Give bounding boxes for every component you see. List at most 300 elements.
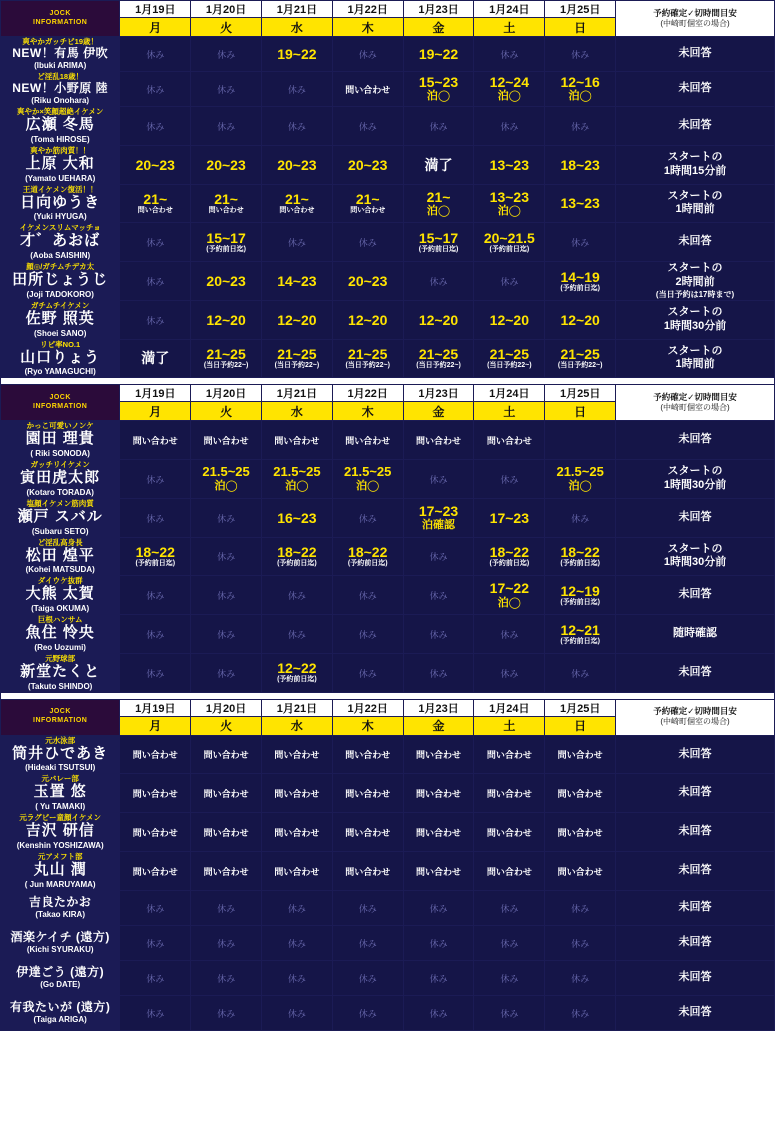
cast-name-cell-2[interactable]	[1, 72, 120, 107]
schedule-cell-r15-c6[interactable]	[474, 615, 545, 654]
schedule-cell-r23-c4[interactable]	[332, 960, 403, 995]
schedule-cell-r11-c4[interactable]	[332, 460, 403, 499]
time-range: 19~22	[277, 45, 317, 62]
schedule-cell-r6-c5[interactable]	[403, 223, 474, 262]
rest-label: 休み	[358, 629, 377, 640]
cast-name-cell-14[interactable]	[1, 576, 120, 615]
rest-label: 休み	[571, 903, 590, 914]
rest-label: 休み	[146, 121, 165, 132]
schedule-cell-r8-c3[interactable]	[262, 300, 333, 339]
schedule-cell-r5-c2[interactable]	[191, 184, 262, 223]
schedule-cell-r24-c2[interactable]	[191, 995, 262, 1030]
schedule-cell-r8-c5[interactable]	[403, 300, 474, 339]
schedule-cell-r1-c2[interactable]	[191, 37, 262, 72]
schedule-cell-r17-c4[interactable]	[332, 735, 403, 774]
brand-line2: INFORMATION	[33, 402, 88, 410]
inquiry-label: 問い合わせ	[274, 436, 320, 447]
cast-name-cell-12[interactable]	[1, 498, 120, 537]
schedule-cell-r19-c1[interactable]	[120, 813, 191, 852]
schedule-cell-r3-c1[interactable]	[120, 107, 191, 146]
note-line-2: 1時間30分前	[663, 319, 727, 332]
cast-name-cell-6[interactable]	[1, 223, 120, 262]
table-row	[1, 890, 775, 925]
header-note-sub: (中崎町個室の場合)	[660, 717, 730, 727]
schedule-cell-r10-c5[interactable]	[403, 421, 474, 460]
schedule-cell-r5-c1[interactable]	[120, 184, 191, 223]
schedule-cell-r24-c4[interactable]	[332, 995, 403, 1030]
schedule-cell-r20-c2[interactable]	[191, 851, 262, 890]
schedule-cell-r7-c2[interactable]	[191, 262, 262, 301]
cast-name-ja: 伊達ごう (遠方)	[16, 965, 105, 979]
note-line-1: 未回答	[678, 235, 712, 248]
schedule-cell-r8-c1[interactable]	[120, 300, 191, 339]
schedule-cell-r13-c5[interactable]	[403, 537, 474, 576]
schedule-cell-r4-c7[interactable]	[545, 145, 616, 184]
schedule-cell-r20-c3[interactable]	[262, 851, 333, 890]
schedule-cell-r5-c6[interactable]	[474, 184, 545, 223]
schedule-cell-r21-c6[interactable]	[474, 890, 545, 925]
schedule-cell-r1-c1[interactable]	[120, 37, 191, 72]
schedule-cell-r12-c3[interactable]	[262, 498, 333, 537]
schedule-cell-r12-c5[interactable]	[403, 498, 474, 537]
time-range: 20~23	[277, 156, 317, 173]
schedule-cell-r9-c6[interactable]	[474, 339, 545, 378]
schedule-cell-r11-c6[interactable]	[474, 460, 545, 499]
schedule-cell-r5-c7[interactable]	[545, 184, 616, 223]
schedule-cell-r5-c3[interactable]	[262, 184, 333, 223]
schedule-cell-r23-c1[interactable]	[120, 960, 191, 995]
cast-catchphrase: かっこ可愛いノンケ	[26, 421, 94, 431]
schedule-cell-r4-c2[interactable]	[191, 145, 262, 184]
schedule-cell-r10-c1[interactable]	[120, 421, 191, 460]
schedule-cell-r14-c4[interactable]	[332, 576, 403, 615]
header-dow-5: 金	[403, 402, 474, 421]
time-note: (当日予約22~)	[203, 362, 249, 370]
cast-name-cell-8[interactable]	[1, 300, 120, 339]
schedule-cell-r24-c1[interactable]	[120, 995, 191, 1030]
schedule-cell-r11-c1[interactable]	[120, 460, 191, 499]
note-line-1: スタートの	[667, 150, 723, 163]
schedule-cell-r15-c4[interactable]	[332, 615, 403, 654]
schedule-cell-r21-c7[interactable]	[545, 890, 616, 925]
schedule-cell-r18-c3[interactable]	[262, 774, 333, 813]
rest-label: 休み	[358, 973, 377, 984]
schedule-cell-r19-c7[interactable]	[545, 813, 616, 852]
schedule-cell-r1-c4[interactable]	[332, 37, 403, 72]
schedule-cell-r19-c6[interactable]	[474, 813, 545, 852]
schedule-cell-r2-c6[interactable]	[474, 72, 545, 107]
schedule-cell-r20-c4[interactable]	[332, 851, 403, 890]
time-note: (予約前日迄)	[277, 676, 317, 684]
schedule-cell-r2-c2[interactable]	[191, 72, 262, 107]
schedule-cell-r9-c4[interactable]	[332, 339, 403, 378]
cast-name-ja: 大熊 太賀	[25, 585, 95, 603]
cast-name-cell-10[interactable]	[1, 421, 120, 460]
time-note: (予約前日迄)	[489, 245, 530, 253]
header-date-5: 1月23日	[403, 699, 474, 716]
time-range: 13~23	[489, 188, 529, 205]
header-dow-1: 月	[120, 402, 191, 421]
schedule-cell-r16-c1[interactable]	[120, 653, 191, 692]
schedule-cell-r3-c4[interactable]	[332, 107, 403, 146]
availability-note-17	[616, 735, 775, 774]
schedule-cell-r11-c7[interactable]	[545, 460, 616, 499]
schedule-cell-r9-c5[interactable]	[403, 339, 474, 378]
time-range: 21~	[214, 191, 238, 208]
schedule-cell-r22-c1[interactable]	[120, 925, 191, 960]
schedule-cell-r8-c4[interactable]	[332, 300, 403, 339]
schedule-cell-r18-c2[interactable]	[191, 774, 262, 813]
schedule-cell-r4-c5[interactable]	[403, 145, 474, 184]
time-note: 泊◯	[426, 90, 451, 103]
schedule-cell-r20-c6[interactable]	[474, 851, 545, 890]
cast-catchphrase: 元ラグビー童顔イケメン	[19, 813, 102, 822]
rest-label: 休み	[358, 591, 377, 602]
schedule-cell-r15-c3[interactable]	[262, 615, 333, 654]
cast-name-cell-16[interactable]	[1, 653, 120, 692]
inquiry-label: 問い合わせ	[345, 827, 391, 838]
schedule-cell-r17-c6[interactable]	[474, 735, 545, 774]
table-row	[1, 851, 775, 890]
schedule-cell-r1-c6[interactable]	[474, 37, 545, 72]
schedule-cell-r5-c4[interactable]	[332, 184, 403, 223]
cast-name-cell-13[interactable]	[1, 537, 120, 576]
schedule-cell-r16-c3[interactable]	[262, 653, 333, 692]
note-line-1: スタートの	[667, 189, 723, 202]
schedule-cell-r7-c5[interactable]	[403, 262, 474, 301]
schedule-cell-r22-c2[interactable]	[191, 925, 262, 960]
schedule-cell-r17-c5[interactable]	[403, 735, 474, 774]
header-date-4: 1月22日	[332, 699, 403, 716]
rest-label: 休み	[500, 474, 519, 485]
note-line-1: 未回答	[678, 433, 712, 446]
schedule-cell-r18-c6[interactable]	[474, 774, 545, 813]
rest-label: 休み	[217, 552, 236, 563]
schedule-cell-r3-c3[interactable]	[262, 107, 333, 146]
schedule-cell-r23-c6[interactable]	[474, 960, 545, 995]
cast-name-en: (Reo Uozumi)	[34, 642, 86, 652]
schedule-cell-r21-c5[interactable]	[403, 890, 474, 925]
schedule-cell-r15-c1[interactable]	[120, 615, 191, 654]
schedule-cell-r6-c6[interactable]	[474, 223, 545, 262]
schedule-cell-r18-c4[interactable]	[332, 774, 403, 813]
schedule-cell-r20-c7[interactable]	[545, 851, 616, 890]
header-date-4: 1月22日	[332, 1, 403, 18]
cast-name-cell-5[interactable]	[1, 184, 120, 223]
cast-name-cell-18[interactable]	[1, 774, 120, 813]
schedule-cell-r3-c6[interactable]	[474, 107, 545, 146]
schedule-cell-r12-c6[interactable]	[474, 498, 545, 537]
cast-name-cell-21[interactable]	[1, 890, 120, 925]
cast-name-ja: 酒楽ケイチ (遠方)	[10, 930, 110, 944]
schedule-cell-r10-c4[interactable]	[332, 421, 403, 460]
cast-name-ja: 魚住 怜央	[25, 624, 95, 641]
cast-name-cell-1[interactable]	[1, 37, 120, 72]
rest-label: 休み	[287, 121, 306, 132]
rest-label: 休み	[500, 973, 519, 984]
schedule-cell-r9-c2[interactable]	[191, 339, 262, 378]
rest-label: 休み	[217, 629, 236, 640]
schedule-cell-r3-c7[interactable]	[545, 107, 616, 146]
availability-note-20	[616, 851, 775, 890]
cast-name-en: (Hideaki TSUTSUI)	[25, 763, 96, 773]
schedule-cell-r21-c4[interactable]	[332, 890, 403, 925]
schedule-cell-r8-c7[interactable]	[545, 300, 616, 339]
cast-name-cell-19[interactable]	[1, 813, 120, 852]
cast-name-ja: 寅田虎太郎	[20, 469, 101, 486]
inquiry-label: 問い合わせ	[203, 436, 249, 447]
schedule-cell-r2-c1[interactable]	[120, 72, 191, 107]
schedule-cell-r13-c2[interactable]	[191, 537, 262, 576]
schedule-cell-r24-c3[interactable]	[262, 995, 333, 1030]
schedule-cell-r22-c6[interactable]	[474, 925, 545, 960]
schedule-cell-r24-c6[interactable]	[474, 995, 545, 1030]
table-row	[1, 774, 775, 813]
header-date-6: 1月24日	[474, 699, 545, 716]
schedule-cell-r13-c4[interactable]	[332, 537, 403, 576]
inquiry-label: 問い合わせ	[416, 866, 462, 877]
schedule-cell-r22-c4[interactable]	[332, 925, 403, 960]
schedule-cell-r8-c6[interactable]	[474, 300, 545, 339]
schedule-cell-r11-c5[interactable]	[403, 460, 474, 499]
schedule-cell-r1-c3[interactable]	[262, 37, 333, 72]
schedule-cell-r18-c1[interactable]	[120, 774, 191, 813]
rest-label: 休み	[217, 85, 236, 95]
schedule-cell-r6-c2[interactable]	[191, 223, 262, 262]
schedule-cell-r9-c1[interactable]	[120, 339, 191, 378]
schedule-cell-r11-c2[interactable]	[191, 460, 262, 499]
cast-catchphrase: イケメンスリムマッチョ	[19, 223, 101, 233]
schedule-cell-r13-c6[interactable]	[474, 537, 545, 576]
schedule-cell-r4-c1[interactable]	[120, 145, 191, 184]
schedule-cell-r15-c2[interactable]	[191, 615, 262, 654]
inquiry-label: 問い合わせ	[557, 827, 603, 838]
cast-name-en: (Subaru SETO)	[31, 526, 89, 536]
header-date-5: 1月23日	[403, 1, 474, 18]
schedule-cell-r17-c7[interactable]	[545, 735, 616, 774]
schedule-cell-r14-c2[interactable]	[191, 576, 262, 615]
rest-label: 休み	[429, 276, 448, 287]
schedule-cell-r4-c4[interactable]	[332, 145, 403, 184]
header-dow-4: 木	[332, 18, 403, 37]
schedule-cell-r2-c7[interactable]	[545, 72, 616, 107]
schedule-cell-r10-c6[interactable]	[474, 421, 545, 460]
schedule-cell-r18-c7[interactable]	[545, 774, 616, 813]
cast-name-cell-4[interactable]	[1, 145, 120, 184]
rest-label: 休み	[571, 973, 590, 984]
schedule-cell-r19-c5[interactable]	[403, 813, 474, 852]
schedule-cell-r2-c5[interactable]	[403, 72, 474, 107]
schedule-cell-r21-c2[interactable]	[191, 890, 262, 925]
time-note: (予約前日迄)	[206, 245, 246, 253]
cast-name-cell-9[interactable]	[1, 339, 120, 378]
schedule-cell-r6-c3[interactable]	[262, 223, 333, 262]
schedule-cell-r14-c7[interactable]	[545, 576, 616, 615]
cast-name-en: ( Jun MARUYAMA)	[24, 879, 96, 889]
schedule-cell-r6-c7[interactable]	[545, 223, 616, 262]
rest-label: 休み	[146, 513, 165, 524]
rest-label: 休み	[146, 1008, 165, 1019]
schedule-cell-r16-c2[interactable]	[191, 653, 262, 692]
header-dow-2: 火	[191, 716, 262, 735]
cast-name-cell-22[interactable]	[1, 925, 120, 960]
availability-note-8	[616, 300, 775, 339]
schedule-cell-r23-c5[interactable]	[403, 960, 474, 995]
header-date-1: 1月19日	[120, 699, 191, 716]
schedule-cell-r16-c4[interactable]	[332, 653, 403, 692]
schedule-cell-r19-c3[interactable]	[262, 813, 333, 852]
schedule-cell-r7-c3[interactable]	[262, 262, 333, 301]
schedule-cell-r10-c2[interactable]	[191, 421, 262, 460]
schedule-cell-r22-c3[interactable]	[262, 925, 333, 960]
schedule-cell-r12-c4[interactable]	[332, 498, 403, 537]
schedule-cell-r20-c1[interactable]	[120, 851, 191, 890]
schedule-cell-r2-c4[interactable]	[332, 72, 403, 107]
schedule-cell-r7-c1[interactable]	[120, 262, 191, 301]
schedule-cell-r14-c5[interactable]	[403, 576, 474, 615]
schedule-cell-r14-c6[interactable]	[474, 576, 545, 615]
note-line-2: 2時間前	[675, 275, 715, 288]
cast-name-ja: 佐野 照英	[25, 309, 95, 327]
cast-name-ja: 有我たいが (遠方)	[10, 1000, 111, 1014]
cast-name-cell-17[interactable]	[1, 735, 120, 774]
header-note-title: 予約確定✓切時間目安 (中崎町個室の場合)	[616, 1, 775, 37]
time-range: 14~19	[560, 268, 600, 285]
schedule-cell-r23-c7[interactable]	[545, 960, 616, 995]
schedule-cell-r3-c2[interactable]	[191, 107, 262, 146]
cast-name-en: (Kohei MATSUDA)	[25, 565, 95, 575]
cast-name-cell-20[interactable]	[1, 851, 120, 890]
schedule-cell-r16-c5[interactable]	[403, 653, 474, 692]
time-range: 20~23	[206, 272, 246, 289]
rest-label: 休み	[146, 938, 165, 949]
schedule-cell-r14-c3[interactable]	[262, 576, 333, 615]
time-range: 12~20	[277, 311, 317, 328]
schedule-cell-r7-c6[interactable]	[474, 262, 545, 301]
rest-label: 休み	[358, 121, 377, 132]
schedule-cell-r10-c3[interactable]	[262, 421, 333, 460]
brand-logo	[1, 699, 120, 735]
time-range: 20~23	[348, 156, 388, 173]
schedule-cell-r4-c6[interactable]	[474, 145, 545, 184]
schedule-cell-r13-c1[interactable]	[120, 537, 191, 576]
schedule-cell-r18-c5[interactable]	[403, 774, 474, 813]
schedule-cell-r23-c2[interactable]	[191, 960, 262, 995]
header-dow-6: 土	[474, 402, 545, 421]
schedule-cell-r7-c4[interactable]	[332, 262, 403, 301]
schedule-cell-r16-c7[interactable]	[545, 653, 616, 692]
rest-label: 休み	[146, 668, 165, 679]
schedule-cell-r21-c1[interactable]	[120, 890, 191, 925]
schedule-cell-r20-c5[interactable]	[403, 851, 474, 890]
schedule-cell-r19-c2[interactable]	[191, 813, 262, 852]
availability-note-19	[616, 813, 775, 852]
schedule-cell-r2-c3[interactable]	[262, 72, 333, 107]
schedule-cell-r6-c4[interactable]	[332, 223, 403, 262]
schedule-cell-r17-c1[interactable]	[120, 735, 191, 774]
schedule-cell-r15-c7[interactable]	[545, 615, 616, 654]
schedule-cell-r22-c5[interactable]	[403, 925, 474, 960]
header-dow-7: 日	[545, 18, 616, 37]
cast-catchphrase: ど淫乱高身長	[37, 537, 83, 547]
inquiry-label: 問い合わせ	[203, 750, 249, 761]
note-line-1: 未回答	[678, 82, 712, 95]
cast-name-cell-3[interactable]	[1, 107, 120, 146]
cast-name-cell-15[interactable]	[1, 615, 120, 654]
schedule-cell-r15-c5[interactable]	[403, 615, 474, 654]
schedule-cell-r16-c6[interactable]	[474, 653, 545, 692]
cast-name-cell-23[interactable]	[1, 960, 120, 995]
time-range: 17~23	[418, 502, 459, 519]
availability-note-3	[616, 107, 775, 146]
schedule-cell-r5-c5[interactable]	[403, 184, 474, 223]
time-note: (当日予約22~)	[345, 362, 390, 370]
rest-label: 休み	[429, 973, 448, 984]
schedule-cell-r6-c1[interactable]	[120, 223, 191, 262]
rest-label: 休み	[571, 668, 590, 679]
cast-name-en: (Kichi SYURAKU)	[26, 945, 94, 954]
note-line-1: 未回答	[678, 786, 712, 799]
schedule-cell-r3-c5[interactable]	[403, 107, 474, 146]
schedule-cell-r9-c7[interactable]	[545, 339, 616, 378]
cast-name-cell-11[interactable]	[1, 460, 120, 499]
schedule-cell-r17-c3[interactable]	[262, 735, 333, 774]
availability-note-24	[616, 995, 775, 1030]
schedule-cell-r1-c5[interactable]	[403, 37, 474, 72]
schedule-cell-r14-c1[interactable]	[120, 576, 191, 615]
time-range: 18~22	[277, 544, 317, 561]
availability-note-9	[616, 339, 775, 378]
time-range: 21~	[355, 191, 380, 208]
schedule-cell-r13-c7[interactable]	[545, 537, 616, 576]
schedule-cell-r4-c3[interactable]	[262, 145, 333, 184]
cast-name-cell-24[interactable]	[1, 995, 120, 1030]
cast-name-cell-7[interactable]	[1, 262, 120, 301]
time-range: 17~23	[489, 509, 529, 526]
schedule-cell-r17-c2[interactable]	[191, 735, 262, 774]
schedule-cell-r1-c7[interactable]	[545, 37, 616, 72]
schedule-cell-r23-c3[interactable]	[262, 960, 333, 995]
cast-name-en: (Joji TADOKORO)	[26, 289, 94, 299]
schedule-cell-r12-c7[interactable]	[545, 498, 616, 537]
cast-name-en: (Aoba SAISHIN)	[30, 251, 91, 260]
rest-label: 休み	[571, 238, 590, 249]
availability-note-7	[616, 262, 775, 301]
schedule-cell-r24-c7[interactable]	[545, 995, 616, 1030]
schedule-cell-r24-c5[interactable]	[403, 995, 474, 1030]
availability-note-4	[616, 145, 775, 184]
time-note: 泊◯	[497, 204, 521, 217]
rest-label: 休み	[146, 315, 165, 326]
table-row	[1, 576, 775, 615]
cast-name-ja: NEW！有馬 伊吹	[12, 46, 109, 60]
schedule-cell-r8-c2[interactable]	[191, 300, 262, 339]
schedule-cell-r13-c3[interactable]	[262, 537, 333, 576]
schedule-cell-r22-c7[interactable]	[545, 925, 616, 960]
schedule-cell-r12-c1[interactable]	[120, 498, 191, 537]
time-range: 15~23	[418, 74, 459, 91]
schedule-cell-r9-c3[interactable]	[262, 339, 333, 378]
schedule-cell-r21-c3[interactable]	[262, 890, 333, 925]
schedule-cell-r19-c4[interactable]	[332, 813, 403, 852]
schedule-cell-r11-c3[interactable]	[262, 460, 333, 499]
cast-catchphrase: ガッチリイケメン	[30, 460, 90, 469]
schedule-cell-r12-c2[interactable]	[191, 498, 262, 537]
header-date-6: 1月24日	[474, 385, 545, 402]
cast-name-en: (Ryo YAMAGUCHI)	[24, 367, 96, 377]
schedule-cell-r7-c7[interactable]	[545, 262, 616, 301]
rest-label: 休み	[429, 121, 448, 132]
